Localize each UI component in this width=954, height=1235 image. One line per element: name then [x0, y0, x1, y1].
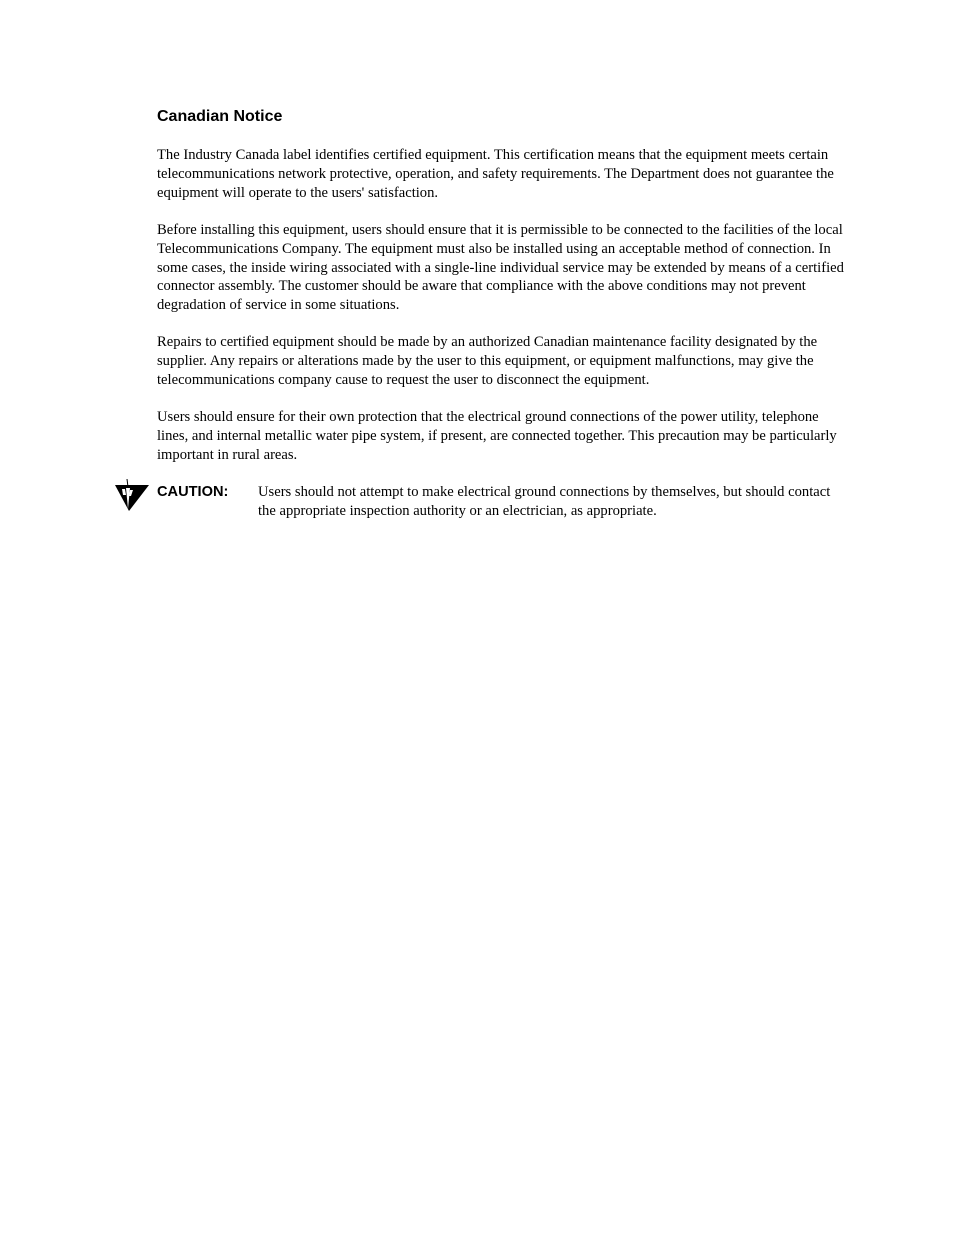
paragraph-grounding: Users should ensure for their own protection that the electrical ground connections of the power utility, telephone lines, and internal metallic water pipe system, if present, are connected together. This precaution may be particularly important in rural areas.	[157, 409, 837, 463]
paragraph-certification: The Industry Canada label identifies certified equipment. This certification means that the equipment meets certain telecommunications network protective, operation, and safety requirements. The Department does not guarantee the equipment will operate to the users' satisfaction.	[157, 147, 834, 201]
section-heading: Canadian Notice	[157, 108, 283, 125]
paragraph-installation: Before installing this equipment, users should ensure that it is permissible to be connected to the facilities of the local Telecommunications Company. The equipment must also be installed using an acceptable method of connection. In some cases, the inside wiring associated with a single-line individual service may be extended by means of a certified connector assembly. The customer should be aware that compliance with the above conditions may not prevent degradation of service in some situations.	[157, 222, 844, 314]
caution-text: Users should not attempt to make electrical ground connections by themselves, but should contact the appropriate inspection authority or an electrician, as appropriate.	[258, 484, 831, 519]
caution-label: CAUTION:	[157, 484, 229, 500]
caution-hand-icon	[113, 479, 151, 513]
paragraph-repairs: Repairs to certified equipment should be made by an authorized Canadian maintenance facility designated by the supplier. Any repairs or alterations made by the user to this equipment, or equipment malfunctions, may give the telecommunications company cause to request the user to disconnect the equipment.	[157, 334, 818, 388]
